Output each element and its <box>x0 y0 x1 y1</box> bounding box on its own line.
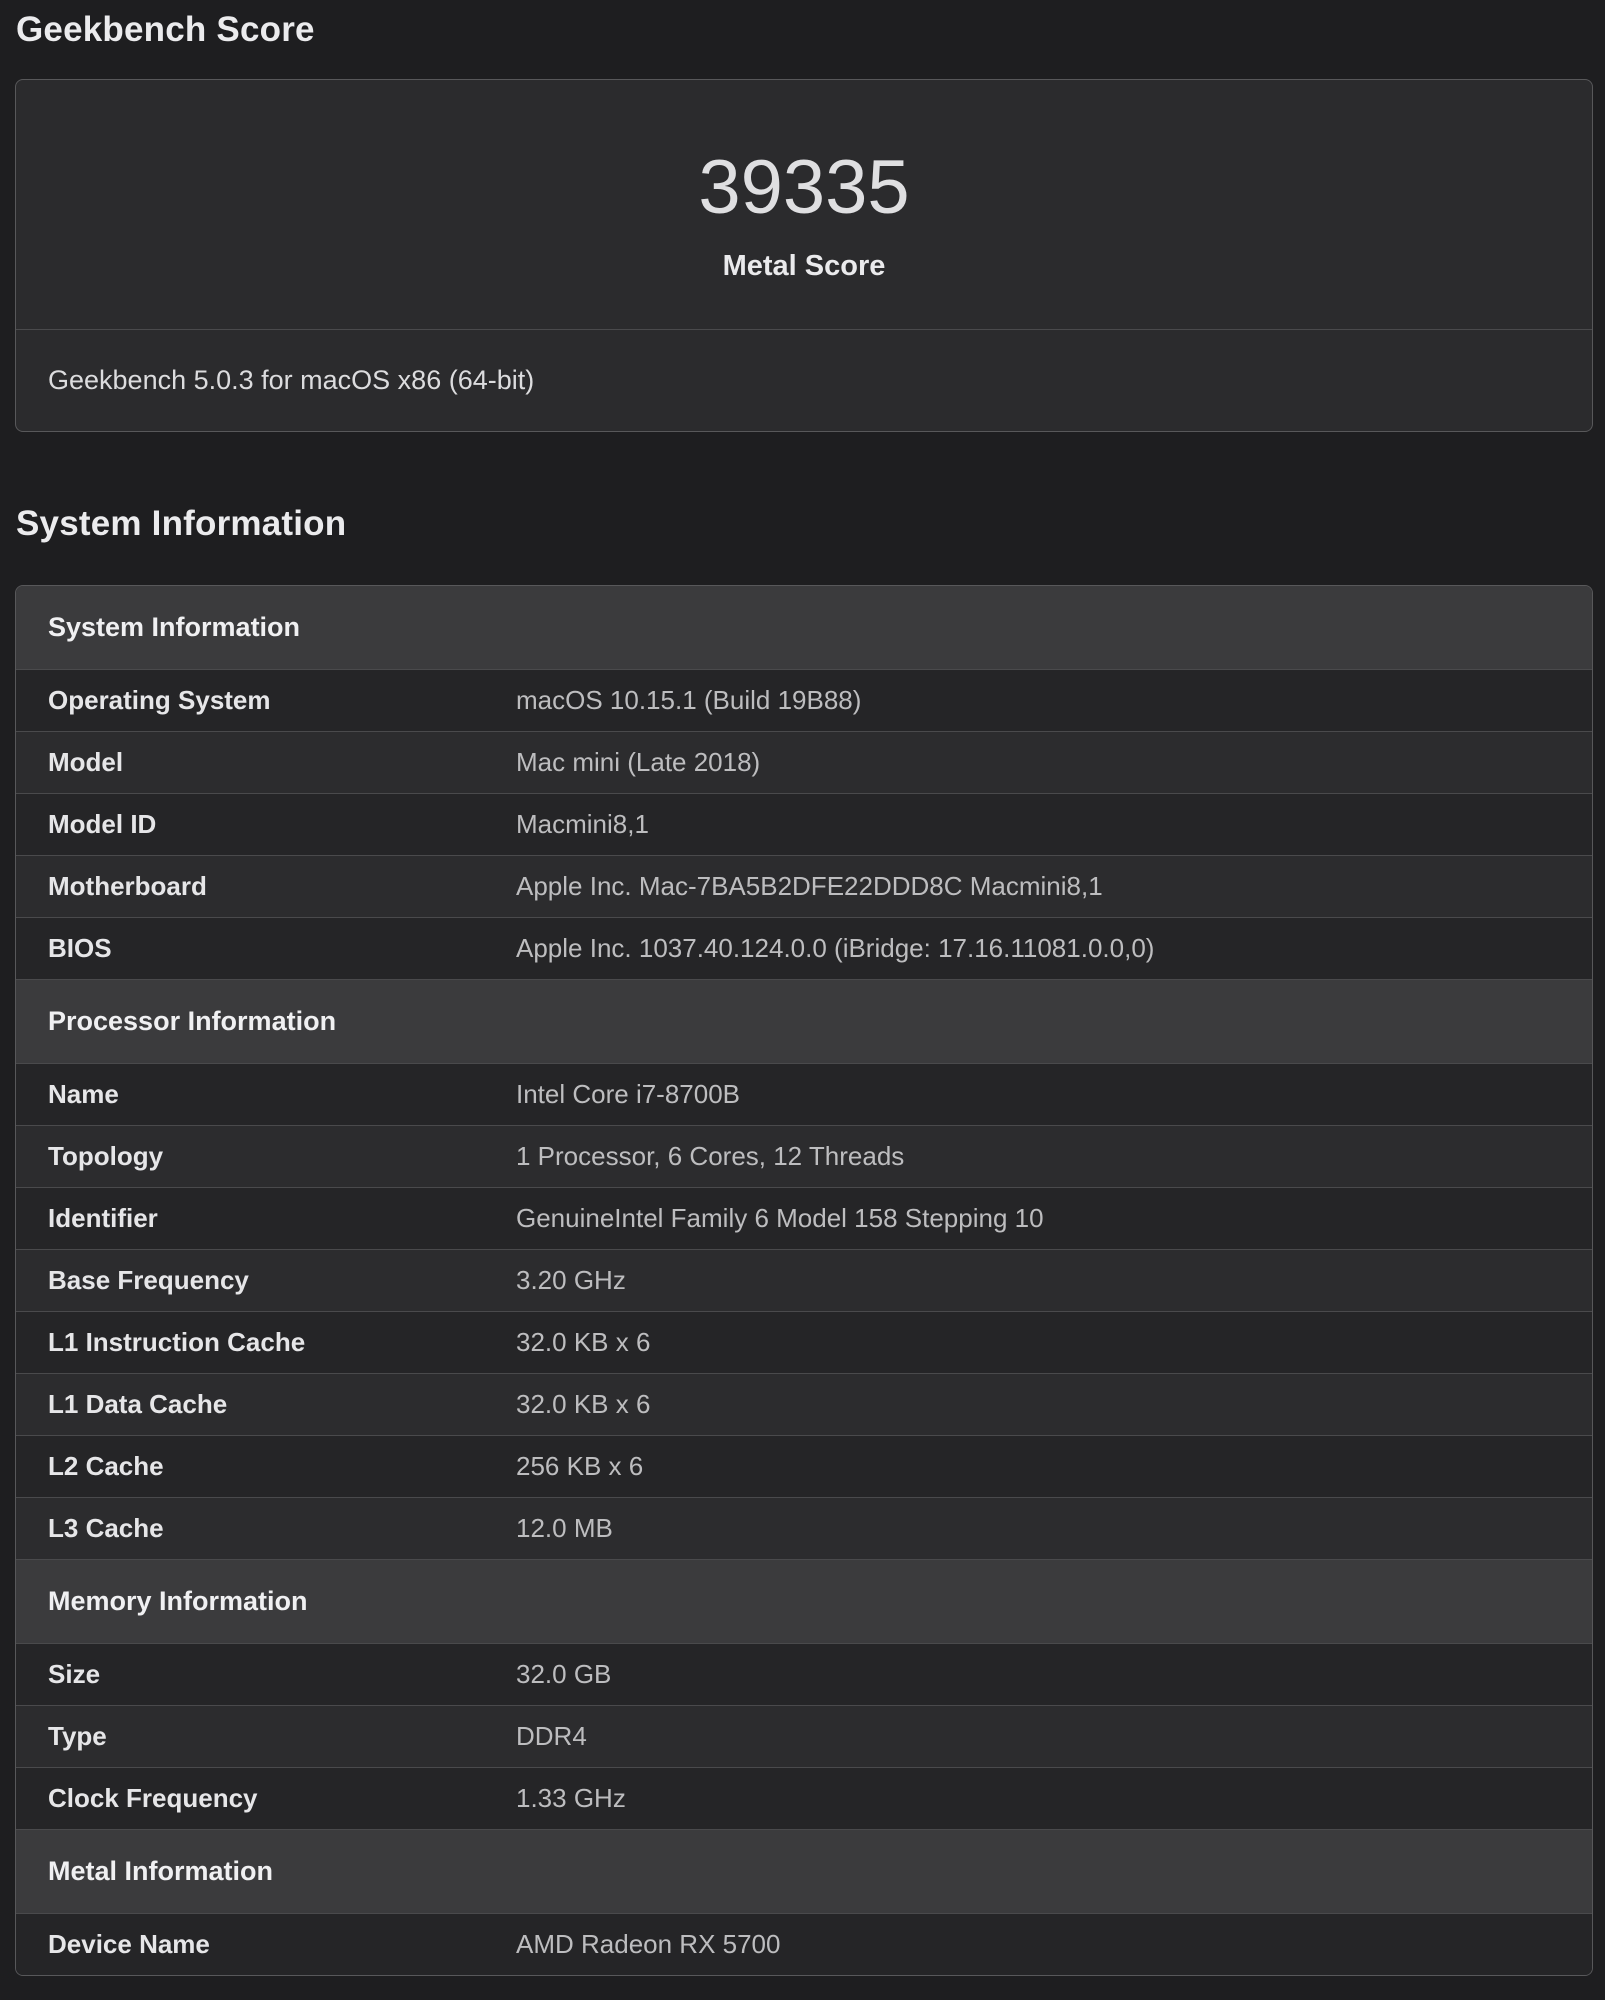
row-value: 256 KB x 6 <box>516 1451 644 1481</box>
row-value: Macmini8,1 <box>516 809 649 839</box>
row-label: Size <box>48 1659 101 1689</box>
table-row <box>16 1767 1592 1829</box>
row-value: Intel Core i7-8700B <box>516 1079 741 1109</box>
row-label: Base Frequency <box>48 1265 249 1295</box>
row-label: Identifier <box>48 1203 158 1233</box>
row-value: 32.0 GB <box>516 1659 612 1689</box>
table-row <box>16 669 1592 731</box>
metal-score-value: 39335 <box>698 144 910 230</box>
table-row <box>16 1187 1592 1249</box>
table-row <box>16 793 1592 855</box>
table-row <box>16 1643 1592 1705</box>
row-value: 1.33 GHz <box>516 1783 626 1813</box>
metal-score-label: Metal Score <box>722 249 886 282</box>
system-info-table <box>15 585 1593 1976</box>
row-label: Topology <box>48 1141 164 1171</box>
table-row <box>16 917 1592 979</box>
table-row <box>16 1913 1592 1975</box>
row-label: Name <box>48 1079 119 1109</box>
table-row <box>16 1705 1592 1767</box>
row-value: 32.0 KB x 6 <box>516 1389 651 1419</box>
row-value: 12.0 MB <box>516 1513 613 1543</box>
row-value: Mac mini (Late 2018) <box>516 747 761 777</box>
section-header: Metal Information <box>16 1829 1592 1913</box>
row-label: L3 Cache <box>48 1513 164 1543</box>
row-label: Operating System <box>48 685 271 715</box>
row-label: Model <box>48 747 124 777</box>
row-label: L1 Data Cache <box>48 1389 228 1419</box>
row-value: macOS 10.15.1 (Build 19B88) <box>516 685 862 715</box>
row-value: Apple Inc. 1037.40.124.0.0 (iBridge: 17.16.11081.0.0,0) <box>516 933 1155 963</box>
table-row <box>16 1435 1592 1497</box>
section-header: System Information <box>16 586 1592 669</box>
score-card <box>15 79 1593 432</box>
row-label: Type <box>48 1721 107 1751</box>
row-value: 1 Processor, 6 Cores, 12 Threads <box>516 1141 905 1171</box>
table-row <box>16 731 1592 793</box>
section-header: Processor Information <box>16 979 1592 1063</box>
table-row <box>16 1497 1592 1559</box>
row-value: Apple Inc. Mac-7BA5B2DFE22DDD8C Macmini8,1 <box>516 871 1103 901</box>
row-value: 32.0 KB x 6 <box>516 1327 651 1357</box>
table-row <box>16 1125 1592 1187</box>
row-label: L1 Instruction Cache <box>48 1327 306 1357</box>
table-row <box>16 1249 1592 1311</box>
row-label: Motherboard <box>48 871 207 901</box>
system-information-heading: System Information <box>16 504 347 543</box>
row-label: BIOS <box>48 933 112 963</box>
row-value: 3.20 GHz <box>516 1265 626 1295</box>
geekbench-score-heading: Geekbench Score <box>16 10 315 49</box>
score-main <box>16 80 1592 329</box>
geekbench-version-info: Geekbench 5.0.3 for macOS x86 (64-bit) <box>16 329 1592 431</box>
table-row <box>16 1311 1592 1373</box>
row-label: Model ID <box>48 809 157 839</box>
table-row <box>16 855 1592 917</box>
row-value: AMD Radeon RX 5700 <box>516 1929 781 1959</box>
row-value: GenuineIntel Family 6 Model 158 Stepping 10 <box>516 1203 1044 1233</box>
row-label: Device Name <box>48 1929 210 1959</box>
section-header: Memory Information <box>16 1559 1592 1643</box>
table-row <box>16 1063 1592 1125</box>
row-label: L2 Cache <box>48 1451 164 1481</box>
row-label: Clock Frequency <box>48 1783 258 1813</box>
row-value: DDR4 <box>516 1721 587 1751</box>
table-row <box>16 1373 1592 1435</box>
